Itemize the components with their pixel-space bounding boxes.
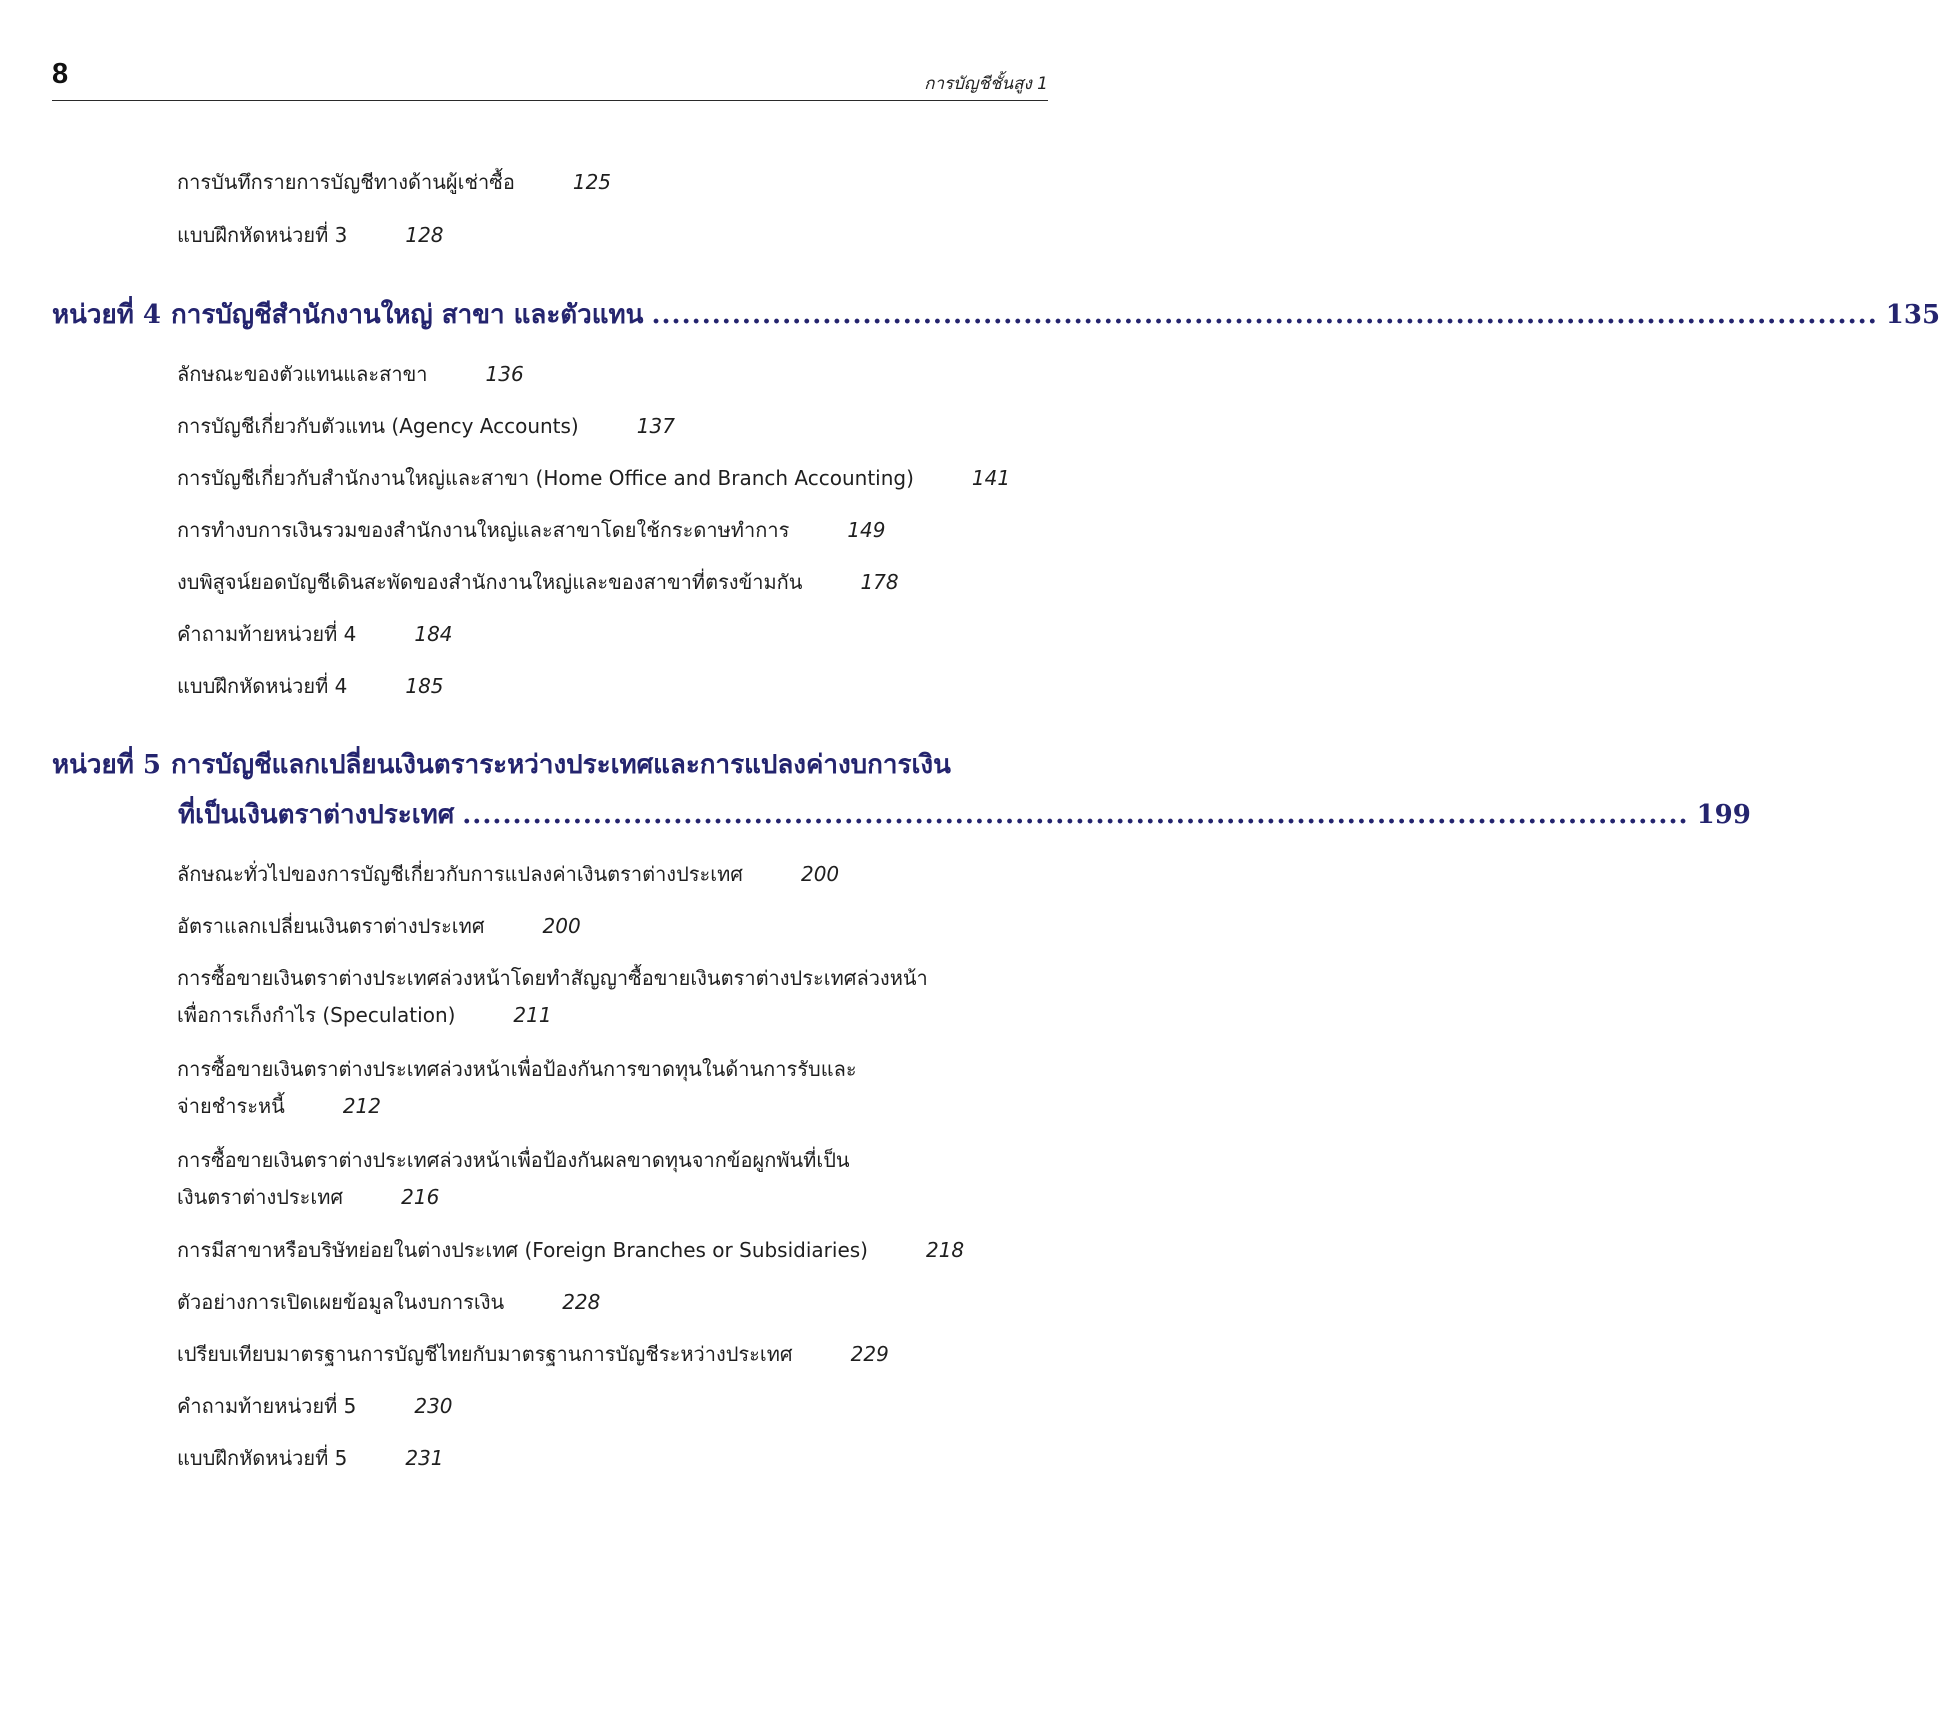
toc-entry-text-cont: เพื่อการเก็งกำไร (Speculation) bbox=[177, 1003, 456, 1027]
toc-entry-page: 125 bbox=[572, 170, 612, 194]
toc-entry-text: การซื้อขายเงินตราต่างประเทศล่วงหน้าเพื่อป้องกันผลขาดทุนจากข้อผูกพันที่เป็น bbox=[177, 1148, 850, 1172]
toc-entry-text: การบันทึกรายการบัญชีทางด้านผู้เช่าซื้อ bbox=[177, 170, 515, 194]
page-number: 8 bbox=[52, 58, 69, 90]
toc-entry-text-cont: เงินตราต่างประเทศ bbox=[177, 1185, 344, 1209]
toc-entry-text: การทำงบการเงินรวมของสำนักงานใหญ่และสาขาโดยใช้กระดาษทำการ bbox=[177, 518, 790, 542]
toc-entry-text-cont: จ่ายชำระหนี้ bbox=[177, 1094, 285, 1118]
toc-entry-page: 185 bbox=[405, 674, 444, 698]
toc-entry-text: การซื้อขายเงินตราต่างประเทศล่วงหน้าโดยทำสัญญาซื้อขายเงินตราต่างประเทศล่วงหน้า bbox=[177, 966, 928, 990]
unit-5-heading bbox=[52, 744, 1751, 844]
toc-entry-text: การบัญชีเกี่ยวกับสำนักงานใหญ่และสาขา (Home Office and Branch Accounting) bbox=[177, 466, 914, 490]
dot-leader: .......................................................................................................................... bbox=[651, 300, 1878, 330]
toc-entry-page: 178 bbox=[860, 570, 899, 594]
toc-entry-text: แบบฝึกหัดหน่วยที่ 5 bbox=[177, 1446, 348, 1470]
unit-5-title-line1: การบัญชีแลกเปลี่ยนเงินตราระหว่างประเทศและการแปลงค่างบการเงิน bbox=[171, 750, 951, 780]
toc-entry-page: 136 bbox=[485, 362, 524, 386]
toc-entry bbox=[177, 1142, 850, 1216]
toc-entry bbox=[177, 908, 581, 945]
toc-entry bbox=[177, 1284, 600, 1321]
toc-entry bbox=[177, 217, 444, 254]
toc-entry-text: คำถามท้ายหน่วยที่ 4 bbox=[177, 622, 357, 646]
unit-5-page: 199 bbox=[1696, 800, 1751, 830]
toc-entry bbox=[177, 164, 611, 201]
toc-entry bbox=[177, 1051, 857, 1125]
toc-entry bbox=[177, 512, 886, 549]
toc-entry-text: ลักษณะของตัวแทนและสาขา bbox=[177, 362, 428, 386]
toc-entry bbox=[177, 616, 453, 653]
toc-entry-page: 211 bbox=[513, 1003, 552, 1027]
unit-4-title: การบัญชีสำนักงานใหญ่ สาขา และตัวแทน bbox=[171, 300, 644, 330]
toc-entry bbox=[177, 960, 928, 1034]
toc-entry-text: ลักษณะทั่วไปของการบัญชีเกี่ยวกับการแปลงค่าเงินตราต่างประเทศ bbox=[177, 862, 743, 886]
toc-entry bbox=[177, 1232, 964, 1269]
toc-entry-text: การบัญชีเกี่ยวกับตัวแทน (Agency Accounts) bbox=[177, 414, 579, 438]
toc-entry-text: การมีสาขาหรือบริษัทย่อยในต่างประเทศ (Foreign Branches or Subsidiaries) bbox=[177, 1238, 868, 1262]
toc-entry bbox=[177, 1388, 453, 1425]
toc-entry bbox=[177, 564, 899, 601]
toc-entry-page: 231 bbox=[405, 1446, 444, 1470]
toc-entry bbox=[177, 356, 524, 393]
toc-entry-page: 216 bbox=[401, 1185, 440, 1209]
toc-entry-page: 128 bbox=[405, 223, 444, 247]
toc-entry bbox=[177, 408, 675, 445]
unit-5-label: หน่วยที่ 5 bbox=[52, 750, 162, 780]
toc-entry-text: งบพิสูจน์ยอดบัญชีเดินสะพัดของสำนักงานใหญ่และของสาขาที่ตรงข้ามกัน bbox=[177, 570, 803, 594]
running-head: การบัญชีชั้นสูง 1 bbox=[924, 74, 1048, 94]
toc-entry bbox=[177, 856, 839, 893]
toc-entry-text: คำถามท้ายหน่วยที่ 5 bbox=[177, 1394, 357, 1418]
page-header bbox=[52, 52, 1048, 101]
unit-5-title-line2: ที่เป็นเงินตราต่างประเทศ bbox=[178, 800, 455, 830]
toc-entry bbox=[177, 668, 444, 705]
toc-entry bbox=[177, 1336, 889, 1373]
toc-entry bbox=[177, 1440, 444, 1477]
toc-entry-page: 228 bbox=[562, 1290, 601, 1314]
toc-entry-text: การซื้อขายเงินตราต่างประเทศล่วงหน้าเพื่อป้องกันการขาดทุนในด้านการรับและ bbox=[177, 1057, 857, 1081]
toc-entry-text: แบบฝึกหัดหน่วยที่ 3 bbox=[177, 223, 348, 247]
toc-entry-text: เปรียบเทียบมาตรฐานการบัญชีไทยกับมาตรฐานการบัญชีระหว่างประเทศ bbox=[177, 1342, 793, 1366]
toc-entry-text: ตัวอย่างการเปิดเผยข้อมูลในงบการเงิน bbox=[177, 1290, 505, 1314]
toc-entry-page: 184 bbox=[414, 622, 453, 646]
dot-leader: .......................................................................................................................... bbox=[462, 800, 1689, 830]
toc-entry-page: 200 bbox=[800, 862, 840, 886]
toc-entry-page: 149 bbox=[847, 518, 886, 542]
toc-entry-page: 230 bbox=[414, 1394, 453, 1418]
toc-entry-page: 137 bbox=[636, 414, 675, 438]
toc-entry-page: 141 bbox=[971, 466, 1011, 490]
unit-4-label: หน่วยที่ 4 bbox=[52, 300, 162, 330]
unit-4-page: 135 bbox=[1885, 300, 1940, 330]
toc-entry bbox=[177, 460, 1010, 497]
toc-entry-page: 229 bbox=[850, 1342, 889, 1366]
toc-entry-text: แบบฝึกหัดหน่วยที่ 4 bbox=[177, 674, 348, 698]
toc-entry-page: 218 bbox=[925, 1238, 965, 1262]
toc-entry-page: 212 bbox=[342, 1094, 381, 1118]
toc-entry-text: อัตราแลกเปลี่ยนเงินตราต่างประเทศ bbox=[177, 914, 485, 938]
toc-entry-page: 200 bbox=[542, 914, 581, 938]
unit-4-heading bbox=[52, 294, 1940, 344]
